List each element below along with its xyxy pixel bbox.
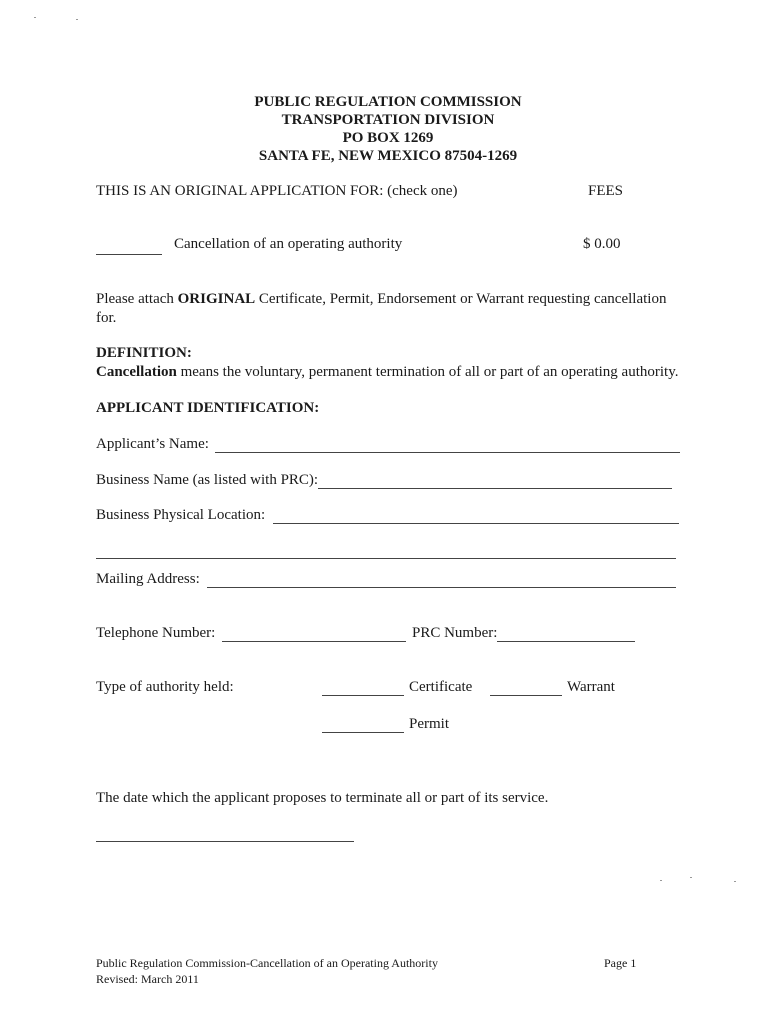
termination-date-text: The date which the applicant proposes to terminate all or part of its service. bbox=[96, 790, 549, 806]
permit-option-label: Permit bbox=[409, 716, 449, 732]
footer-page-number: Page 1 bbox=[604, 956, 637, 970]
business-name-field[interactable] bbox=[318, 470, 672, 488]
scan-speck bbox=[34, 17, 36, 18]
physical-location-label: Business Physical Location: bbox=[96, 507, 266, 523]
certificate-check-field[interactable] bbox=[322, 677, 404, 695]
physical-location-field-2[interactable] bbox=[96, 540, 676, 558]
cancellation-check-field[interactable] bbox=[96, 236, 162, 254]
header-line-pobox: PO BOX 1269 bbox=[342, 130, 434, 146]
warrant-check-line bbox=[490, 695, 562, 696]
scan-speck bbox=[660, 880, 662, 881]
permit-check-line bbox=[322, 732, 404, 733]
scan-speck bbox=[734, 881, 736, 882]
prc-number-label: PRC Number: bbox=[412, 625, 498, 641]
telephone-line bbox=[222, 641, 406, 642]
certificate-option-label: Certificate bbox=[409, 679, 473, 695]
termination-date-field[interactable] bbox=[96, 823, 354, 841]
telephone-field[interactable] bbox=[222, 623, 406, 641]
business-name-label: Business Name (as listed with PRC): bbox=[96, 472, 319, 488]
prc-number-line bbox=[497, 641, 635, 642]
definition-heading: DEFINITION: bbox=[96, 345, 192, 361]
attach-instruction-continued: for. bbox=[96, 310, 117, 326]
prc-number-field[interactable] bbox=[497, 623, 635, 641]
cancellation-option-label: Cancellation of an operating authority bbox=[174, 236, 403, 252]
footer-revised-date: Revised: March 2011 bbox=[96, 972, 199, 986]
termination-date-line bbox=[96, 841, 354, 842]
telephone-label: Telephone Number: bbox=[96, 625, 216, 641]
applicant-heading: APPLICANT IDENTIFICATION: bbox=[96, 400, 320, 416]
authority-type-label: Type of authority held: bbox=[96, 679, 234, 695]
fees-header: FEES bbox=[588, 183, 624, 199]
footer-form-title: Public Regulation Commission-Cancellation of an Operating Authority bbox=[96, 956, 438, 970]
header-line-division: TRANSPORTATION DIVISION bbox=[281, 112, 495, 128]
application-prompt: THIS IS AN ORIGINAL APPLICATION FOR: (check one) bbox=[96, 183, 458, 199]
business-name-line bbox=[318, 488, 672, 489]
header-line-commission: PUBLIC REGULATION COMMISSION bbox=[254, 94, 522, 110]
warrant-check-field[interactable] bbox=[490, 677, 562, 695]
permit-check-field[interactable] bbox=[322, 714, 404, 732]
warrant-option-label: Warrant bbox=[567, 679, 615, 695]
physical-location-field[interactable] bbox=[273, 505, 679, 523]
physical-location-line-2 bbox=[96, 558, 676, 559]
certificate-check-line bbox=[322, 695, 404, 696]
header-line-city: SANTA FE, NEW MEXICO 87504-1269 bbox=[258, 148, 518, 164]
scan-speck bbox=[690, 877, 692, 878]
applicant-name-line bbox=[215, 452, 680, 453]
mailing-address-line bbox=[207, 587, 676, 588]
attach-instruction: Please attach ORIGINAL Certificate, Permit, Endorsement or Warrant requesting cancellation bbox=[96, 291, 667, 307]
mailing-address-label: Mailing Address: bbox=[96, 571, 200, 587]
applicant-name-label: Applicant’s Name: bbox=[96, 436, 209, 452]
scan-speck bbox=[76, 19, 78, 20]
cancellation-check-line bbox=[96, 254, 162, 255]
cancellation-fee: $ 0.00 bbox=[583, 236, 621, 252]
mailing-address-field[interactable] bbox=[207, 569, 676, 587]
applicant-name-field[interactable] bbox=[215, 434, 680, 452]
physical-location-line bbox=[273, 523, 679, 524]
definition-text: Cancellation means the voluntary, permanent termination of all or part of an operating authority. bbox=[96, 364, 679, 380]
